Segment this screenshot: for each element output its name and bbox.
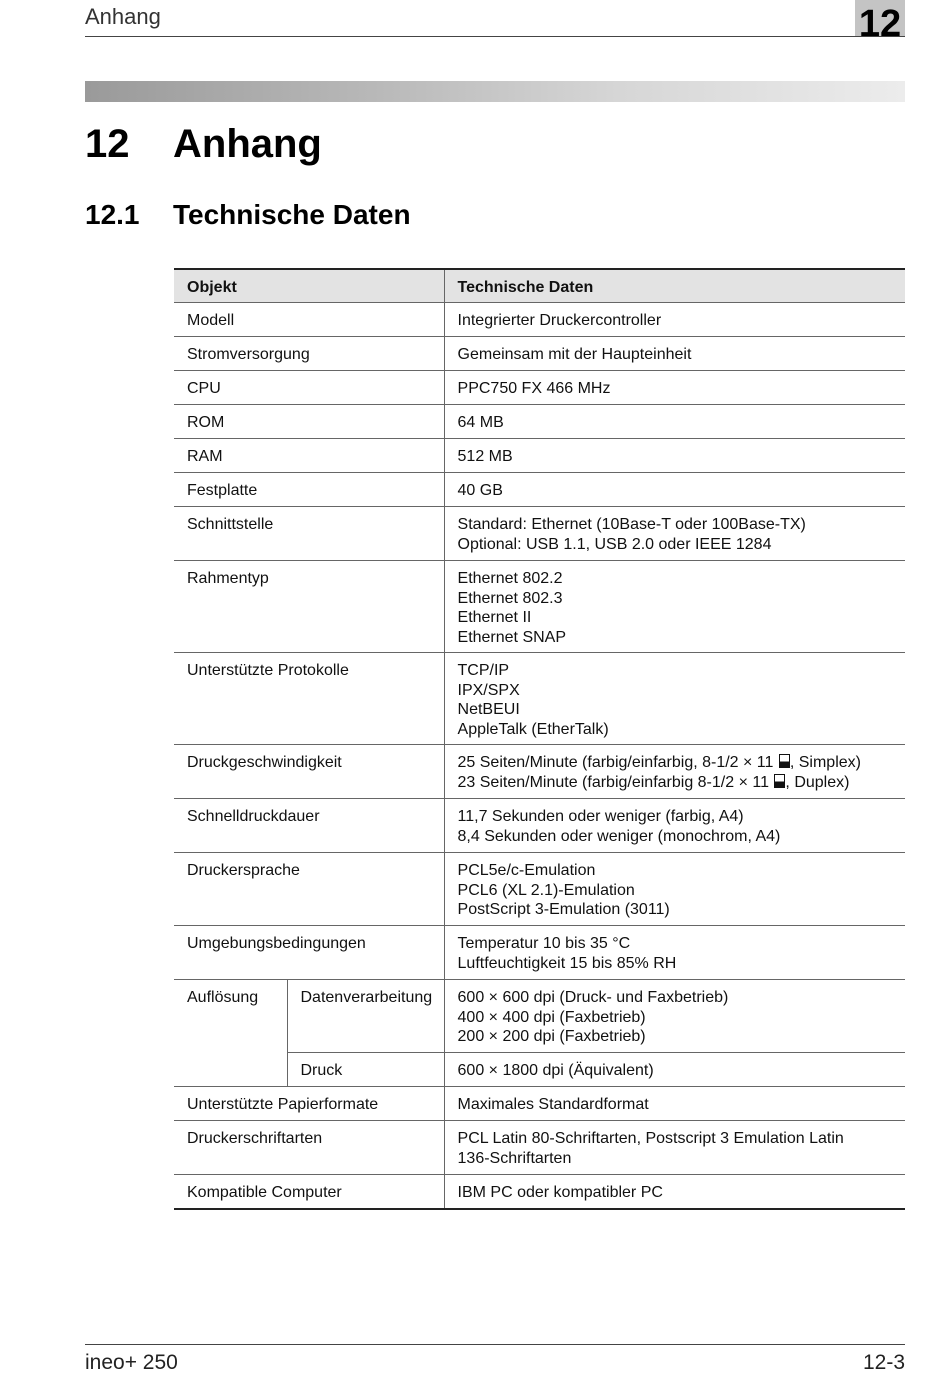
specs-table-body (174, 303, 905, 1209)
table-row (174, 439, 905, 473)
table-row (174, 745, 905, 799)
spec-label: Festplatte (174, 473, 444, 507)
spec-label: Stromversorgung (174, 337, 444, 371)
spec-value-line: Standard: Ethernet (10Base-T oder 100Base-TX) (457, 516, 806, 533)
running-header-title: Anhang (85, 4, 161, 29)
table-row (174, 405, 905, 439)
spec-value-line: AppleTalk (EtherTalk) (457, 720, 609, 738)
table-row (174, 799, 905, 853)
chapter-number: 12 (85, 122, 130, 166)
footer-page-number: 12-3 (862, 1351, 905, 1374)
spec-value-line: Ethernet SNAP (457, 628, 567, 646)
spec-label: Druckersprache (174, 853, 444, 926)
table-row (174, 1121, 905, 1175)
table-row (174, 980, 905, 1053)
footer-product-name: ineo+ 250 (85, 1351, 178, 1374)
chapter-tab: 12 (855, 0, 905, 36)
spec-value (444, 371, 905, 405)
section-heading (85, 199, 411, 231)
spec-value (444, 473, 905, 507)
spec-value (444, 561, 905, 653)
table-row (174, 853, 905, 926)
spec-label: Kompatible Computer (174, 1175, 444, 1209)
spec-value-line: 200 × 200 dpi (Faxbetrieb) (457, 1028, 646, 1045)
spec-value (444, 1175, 905, 1209)
spec-value-line: TCP/IP (457, 662, 510, 679)
spec-sublabel: Druck (287, 1053, 444, 1087)
spec-value (444, 799, 905, 853)
spec-value-line: 8,4 Sekunden oder weniger (monochrom, A4) (457, 827, 781, 845)
spec-value-line: Gemeinsam mit der Haupteinheit (457, 346, 692, 363)
spec-label: Druckerschriftarten (174, 1121, 444, 1175)
spec-label: Auflösung (174, 980, 287, 1087)
spec-value-line: Ethernet 802.2 (457, 570, 563, 587)
spec-value-line: Maximales Standardformat (457, 1096, 649, 1113)
table-row (174, 337, 905, 371)
section-title: Technische Daten (173, 199, 411, 230)
spec-label: RAM (174, 439, 444, 473)
spec-value-line: Optional: USB 1.1, USB 2.0 oder IEEE 1284 (457, 535, 772, 553)
decorative-gradient-bar (85, 81, 905, 102)
spec-value (444, 745, 905, 799)
spec-value-line (458, 753, 900, 773)
spec-label: Schnelldruckdauer (174, 799, 444, 853)
spec-value-text: , Simplex) (789, 754, 861, 771)
spec-value (444, 653, 905, 745)
spec-label: Druckgeschwindigkeit (174, 745, 444, 799)
chapter-heading (85, 122, 322, 167)
spec-label: Umgebungsbedingungen (174, 926, 444, 980)
spec-value-line: Ethernet 802.3 (457, 589, 563, 607)
spec-label: ROM (174, 405, 444, 439)
spec-value-line: 64 MB (457, 414, 504, 431)
spec-value-line: PCL5e/c-Emulation (457, 862, 596, 879)
spec-value-text: 23 Seiten/Minute (farbig/einfarbig 8-1/2 × 11 (457, 773, 774, 791)
specs-table (174, 268, 905, 1210)
footer-rule (85, 1344, 905, 1345)
spec-value (444, 303, 905, 337)
paper-orientation-icon (774, 774, 785, 788)
table-row (174, 653, 905, 745)
spec-value (444, 853, 905, 926)
table-row (174, 1087, 905, 1121)
spec-sublabel: Datenverarbeitung (287, 980, 444, 1053)
spec-value-line: IPX/SPX (457, 681, 520, 699)
table-row (174, 926, 905, 980)
table-header-row (174, 269, 905, 303)
spec-value-line: 512 MB (457, 448, 513, 465)
spec-value (444, 405, 905, 439)
header-rule (85, 36, 905, 37)
spec-value-line: 136-Schriftarten (457, 1149, 572, 1167)
spec-value-line: NetBEUI (457, 701, 520, 718)
spec-value (444, 926, 905, 980)
spec-value-line: PPC750 FX 466 MHz (457, 380, 611, 397)
spec-value (444, 439, 905, 473)
spec-value (444, 337, 905, 371)
table-row (174, 303, 905, 337)
spec-label: Modell (174, 303, 444, 337)
spec-label: Unterstützte Papierformate (174, 1087, 444, 1121)
spec-value-line: 40 GB (457, 482, 503, 499)
spec-value-line: PCL6 (XL 2.1)-Emulation (457, 881, 635, 899)
spec-value (444, 1087, 905, 1121)
spec-value-line: PostScript 3-Emulation (3011) (457, 901, 670, 918)
table-row (174, 371, 905, 405)
table-row (174, 561, 905, 653)
spec-value-line (458, 773, 900, 793)
spec-value-text: 25 Seiten/Minute (farbig/einfarbig, 8-1/2 × 11 (457, 754, 778, 771)
spec-value-line: 600 × 600 dpi (Druck- und Faxbetrieb) (457, 989, 729, 1006)
paper-orientation-icon (779, 754, 790, 768)
table-row (174, 507, 905, 561)
spec-value (444, 1053, 905, 1087)
spec-value (444, 1121, 905, 1175)
spec-value-line: PCL Latin 80-Schriftarten, Postscript 3 Emulation Latin (457, 1130, 844, 1147)
spec-value-line: Ethernet II (457, 609, 532, 626)
spec-value-line: 11,7 Sekunden oder weniger (farbig, A4) (457, 808, 744, 825)
spec-label: Schnittstelle (174, 507, 444, 561)
spec-value-line: Luftfeuchtigkeit 15 bis 85% RH (457, 954, 677, 972)
spec-value (444, 980, 905, 1053)
spec-label: Rahmentyp (174, 561, 444, 653)
section-number: 12.1 (85, 199, 140, 230)
table-row (174, 473, 905, 507)
spec-value-line: 600 × 1800 dpi (Äquivalent) (457, 1062, 654, 1079)
chapter-title: Anhang (173, 122, 322, 166)
spec-label: CPU (174, 371, 444, 405)
spec-value-text: , Duplex) (785, 773, 850, 791)
spec-value-line: Integrierter Druckercontroller (457, 312, 662, 329)
table-row (174, 1175, 905, 1209)
spec-value (444, 507, 905, 561)
spec-value-line: IBM PC oder kompatibler PC (457, 1184, 663, 1201)
column-header-object: Objekt (174, 269, 444, 303)
spec-value-line: 400 × 400 dpi (Faxbetrieb) (457, 1008, 646, 1026)
spec-label: Unterstützte Protokolle (174, 653, 444, 745)
column-header-specs: Technische Daten (444, 269, 905, 303)
spec-value-line: Temperatur 10 bis 35 °C (457, 935, 631, 952)
